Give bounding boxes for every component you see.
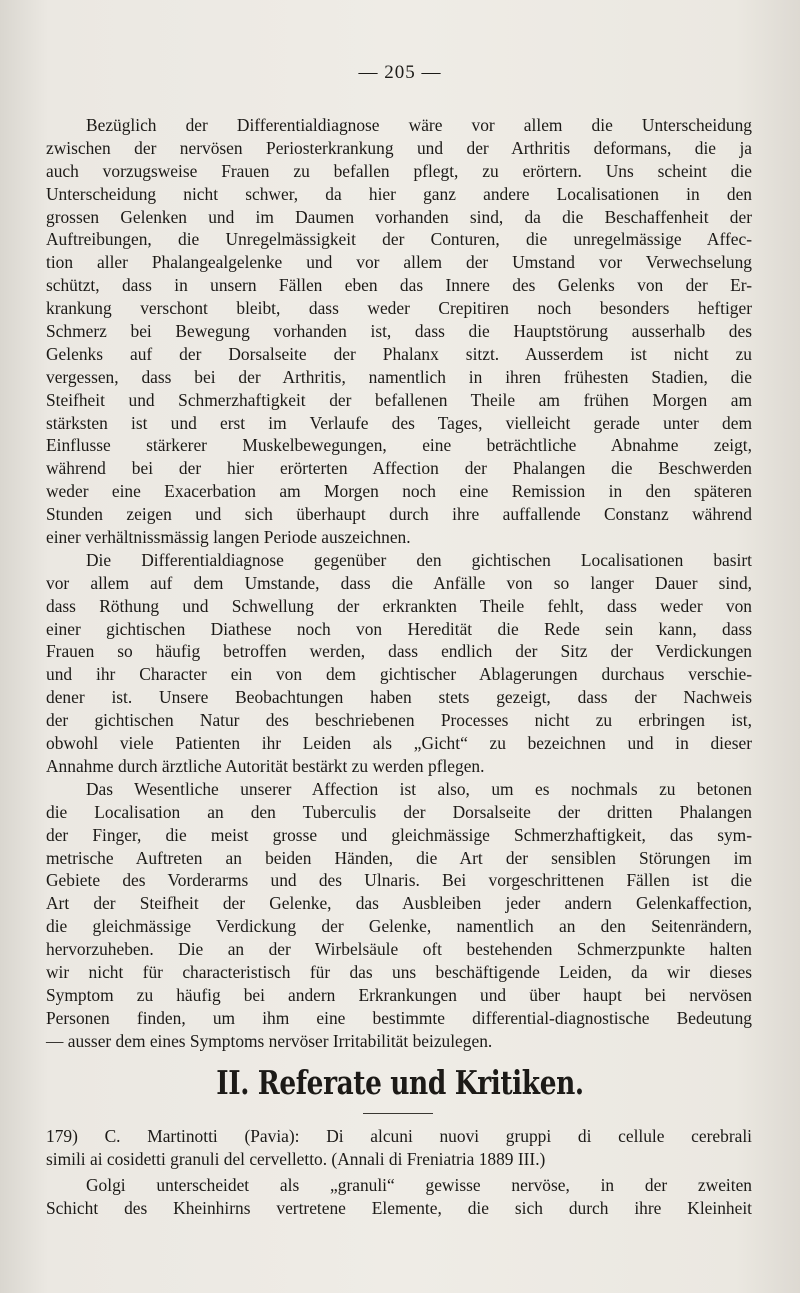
text-line: Gelenks auf der Dorsalseite der Phalanx sitzt. Ausserdem ist nicht zu — [46, 343, 752, 364]
text-line: Auftreibungen, die Unregelmässigkeit der Conturen, die unregelmässige Affec- — [46, 229, 752, 250]
text-line: vergessen, dass bei der Arthritis, namentlich in ihren frühesten Stadien, die — [46, 366, 752, 387]
text-line: Das Wesentliche unserer Affection ist also, um es nochmals zu betonen — [86, 778, 752, 799]
text-line: tion aller Phalangealgelenke und vor allem der Umstand vor Verwechselung — [46, 252, 752, 273]
text-line: die Localisation an den Tuberculis der Dorsalseite der dritten Phalangen — [46, 801, 752, 822]
text-line: Die Differentialdiagnose gegenüber den gichtischen Localisationen basirt — [86, 549, 752, 570]
text-line: metrische Auftreten an beiden Händen, die Art der sensiblen Störungen im — [46, 847, 752, 868]
text-line: einer verhältnissmässig langen Periode auszeichnen. — [46, 527, 411, 548]
text-line: vor allem auf dem Umstande, dass die Anfälle von so langer Dauer sind, — [46, 572, 752, 593]
text-line: der Finger, die meist grosse und gleichmässige Schmerzhaftigkeit, das sym- — [46, 824, 752, 845]
text-line: Bezüglich der Differentialdiagnose wäre vor allem die Unterscheidung — [86, 115, 752, 135]
text-line: stärksten ist und erst im Verlaufe des Tages, vielleicht gerade unter dem — [46, 412, 752, 433]
review-citation-line: 179) C. Martinotti (Pavia): Di alcuni nuovi gruppi di cellule cerebrali — [46, 1126, 752, 1146]
text-line: Steifheit und Schmerzhaftigkeit der befallenen Theile am frühen Morgen am — [46, 389, 752, 410]
text-line: hervorzuheben. Die an der Wirbelsäule oft bestehenden Schmerzpunkte halten — [46, 939, 752, 960]
text-line: Symptom zu häufig bei andern Erkrankungen und über haupt bei nervösen — [46, 984, 752, 1005]
text-line: schützt, dass in unsern Fällen eben das Innere des Gelenks von der Er- — [46, 275, 752, 296]
text-line: Art der Steifheit der Gelenke, das Ausbleiben jeder andern Gelenkaffection, — [46, 893, 752, 914]
text-line: während bei der hier erörterten Affection der Phalangen die Beschwerden — [46, 458, 752, 479]
text-line: wir nicht für characteristisch für das uns beschäftigende Leiden, da wir dieses — [46, 961, 752, 982]
text-line: Personen finden, um ihm eine bestimmte differential-diagnostische Bedeutung — [46, 1007, 752, 1028]
text-line: Stunden zeigen und sich überhaupt durch ihre auffallende Constanz während — [46, 504, 752, 525]
text-line: Frauen so häufig betroffen werden, dass endlich der Sitz der Verdickungen — [46, 641, 752, 662]
body-text — [46, 114, 752, 1053]
text-line: zwischen der nervösen Periosterkrankung und der Arthritis deformans, die ja — [46, 137, 752, 158]
heading-rule — [363, 1113, 433, 1114]
text-line: Gebiete des Vorderarms und des Ulnaris. Bei vorgeschrittenen Fällen ist die — [46, 870, 752, 891]
text-line: Schmerz bei Bewegung vorhanden ist, dass die Hauptstörung ausserhalb des — [46, 321, 752, 342]
section-heading: II. Referate und Kritiken. — [216, 1063, 584, 1102]
text-line: Golgi unterscheidet als „granuli“ gewisse nervöse, in der zweiten — [86, 1174, 752, 1195]
text-line: die gleichmässige Verdickung der Gelenke, namentlich an den Seitenrändern, — [46, 916, 752, 937]
text-line: obwohl viele Patienten ihr Leiden als „Gicht“ zu bezeichnen und in dieser — [46, 733, 752, 754]
review-citation-line: simili ai cosidetti granuli del cervelletto. (Annali di Freniatria 1889 III.) — [46, 1148, 546, 1169]
text-line: Annahme durch ärztliche Autorität bestärkt zu werden pflegen. — [46, 755, 485, 776]
text-line: Unterscheidung nicht schwer, da hier ganz andere Localisationen in den — [46, 183, 752, 204]
text-line: krankung verschont bleibt, dass weder Crepitiren noch besonders heftiger — [46, 298, 752, 319]
text-line: grossen Gelenken und im Daumen vorhanden sind, da die Beschaffenheit der — [46, 206, 752, 227]
page-number: — 205 — — [358, 62, 442, 83]
text-line: und ihr Character ein von dem gichtischer Ablagerungen durchaus verschie- — [46, 664, 752, 685]
text-line: — ausser dem eines Symptoms nervöser Irritabilität beizulegen. — [46, 1030, 493, 1051]
review-entry — [46, 1125, 752, 1220]
text-line: Schicht des Kheinhirns vertretene Elemente, die sich durch ihre Kleinheit — [46, 1197, 752, 1218]
text-line: auch vorzugsweise Frauen zu befallen pflegt, zu erörtern. Uns scheint die — [46, 160, 752, 181]
text-line: dener ist. Unsere Beobachtungen haben stets gezeigt, dass der Nachweis — [46, 687, 752, 708]
text-line: dass Röthung und Schwellung der erkrankten Theile fehlt, dass weder von — [46, 595, 752, 616]
text-line: einer gichtischen Diathese noch von Heredität die Rede sein kann, dass — [46, 618, 752, 639]
text-line: weder eine Exacerbation am Morgen noch eine Remission in den späteren — [46, 481, 752, 502]
text-line: Einflusse stärkerer Muskelbewegungen, eine beträchtliche Abnahme zeigt, — [46, 435, 752, 456]
text-line: der gichtischen Natur des beschriebenen Processes nicht zu erbringen ist, — [46, 710, 752, 731]
